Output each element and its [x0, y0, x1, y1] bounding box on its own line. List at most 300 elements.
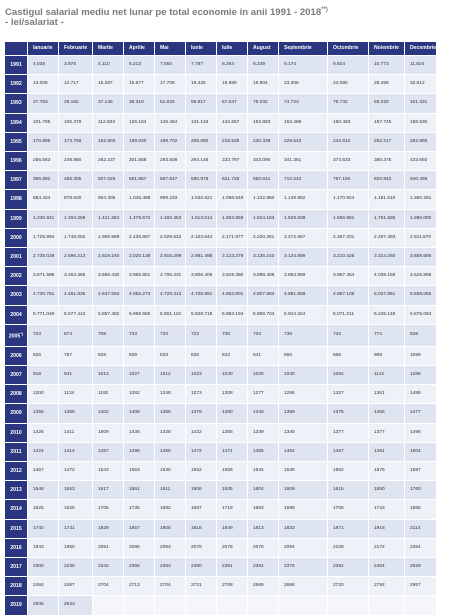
value-cell: 1682: [155, 500, 185, 518]
value-cell: 1706: [93, 500, 123, 518]
value-cell: 1472: [59, 462, 92, 480]
value-cell: 106.378: [59, 114, 92, 132]
value-cell: 1099: [405, 347, 436, 365]
value-cell: 1327: [328, 385, 368, 403]
value-cell: 1829: [93, 520, 123, 538]
value-cell: 2721: [186, 577, 216, 595]
value-cell: 2720: [328, 577, 368, 595]
year-label: 2011: [10, 448, 22, 455]
value-cell: 248.880: [59, 152, 92, 170]
value-cell: 1857: [124, 520, 154, 538]
value-cell: 591.867: [124, 171, 154, 189]
value-cell: 1683: [248, 500, 278, 518]
value-cell: 1266: [405, 366, 436, 384]
value-cell: 1543: [93, 462, 123, 480]
value-cell: 878.620: [59, 190, 92, 208]
value-cell: 1918: [369, 520, 404, 538]
year-label: 1999: [10, 215, 22, 222]
value-cell: 2364: [248, 558, 278, 576]
value-cell: [93, 596, 123, 614]
value-cell: 2.103.644: [186, 229, 216, 247]
value-cell: 884.424: [28, 190, 58, 208]
year-cell: [5, 190, 27, 208]
value-cell: 1340: [279, 424, 327, 442]
value-cell: 1023: [186, 366, 216, 384]
year-label: 2008: [10, 391, 22, 398]
value-cell: 621.728: [217, 171, 247, 189]
value-cell: 4.807.983: [248, 286, 278, 304]
value-cell: 1308: [217, 385, 247, 403]
value-cell: 835: [186, 347, 216, 365]
value-cell: 797.194: [328, 171, 368, 189]
value-cell: 2957: [405, 577, 436, 595]
value-cell: 1355: [28, 404, 58, 422]
value-cell: 720: [155, 325, 185, 346]
value-cell: 1538: [279, 462, 327, 480]
value-cell: 229.543: [279, 133, 327, 151]
value-cell: [124, 596, 154, 614]
value-cell: 1339: [248, 424, 278, 442]
year-label: 2013: [10, 487, 22, 494]
column-header: Iulie: [217, 42, 247, 55]
value-cell: 1731: [59, 520, 92, 538]
value-cell: 9.824: [328, 56, 368, 74]
value-cell: 4.955.273: [124, 286, 154, 304]
table-row: [5, 539, 436, 557]
value-cell: 1.479.672: [124, 210, 154, 228]
year-cell: [5, 306, 27, 324]
table-row: [5, 481, 436, 499]
value-cell: 101.795: [28, 114, 58, 132]
value-cell: 12.717: [59, 75, 92, 93]
value-cell: 941: [59, 366, 92, 384]
value-cell: 4.038.159: [369, 267, 404, 285]
value-cell: 198.530: [405, 114, 436, 132]
value-cell: 2108: [328, 539, 368, 557]
value-cell: 1552: [186, 462, 216, 480]
value-cell: 2.171.977: [217, 229, 247, 247]
value-cell: 6.875.094: [405, 306, 436, 324]
value-cell: 2342: [93, 558, 123, 576]
title-text: Castigul salarial mediu net lunar pe total economie in anii 1991 - 2018: [5, 7, 322, 19]
table-row: [5, 558, 436, 576]
year-cell: [5, 114, 27, 132]
value-cell: 742: [328, 325, 368, 346]
value-cell: 1625: [28, 500, 58, 518]
value-cell: 2464: [369, 558, 404, 576]
value-cell: 1.170.924: [328, 190, 368, 208]
value-cell: 1950: [59, 539, 92, 557]
value-cell: 3.659.686: [405, 248, 436, 266]
year-cell: [5, 385, 27, 403]
value-cell: 7.550: [155, 56, 185, 74]
table-row: [5, 229, 436, 247]
column-header: Martie: [93, 42, 123, 55]
value-cell: 3.666.430: [93, 267, 123, 285]
value-cell: 734: [248, 325, 278, 346]
year-label: 2016: [10, 544, 22, 551]
value-cell: [405, 596, 436, 614]
value-cell: 153.883: [248, 114, 278, 132]
value-cell: 1457: [93, 443, 123, 461]
value-cell: 15.287: [93, 75, 123, 93]
year-label: 1995: [10, 138, 22, 145]
table-row: [5, 75, 436, 93]
value-cell: 580.978: [186, 171, 216, 189]
year-cell: [5, 443, 27, 461]
value-cell: 2484: [28, 577, 58, 595]
year-cell: [5, 56, 27, 74]
table-row: [5, 596, 436, 614]
value-cell: 160.483: [328, 114, 368, 132]
year-cell: [5, 366, 27, 384]
value-cell: 230.338: [248, 133, 278, 151]
table-row: [5, 248, 436, 266]
value-cell: 1355: [217, 424, 247, 442]
year-label: 2004: [10, 311, 22, 318]
table-row: [5, 404, 436, 422]
value-cell: 1735: [124, 500, 154, 518]
value-cell: 380.375: [369, 152, 404, 170]
year-cell: [5, 596, 27, 614]
table-row: [5, 577, 436, 595]
year-cell: [5, 481, 27, 499]
value-cell: 1471: [217, 443, 247, 461]
value-cell: 2708: [217, 577, 247, 595]
table-row: [5, 210, 436, 228]
value-cell: 1248: [155, 385, 185, 403]
corner-cell: [5, 42, 27, 55]
value-cell: 1813: [248, 520, 278, 538]
value-cell: 2936: [28, 596, 58, 614]
year-label: 2017: [10, 564, 22, 571]
value-cell: 4.637.693: [93, 286, 123, 304]
value-cell: 774: [369, 325, 404, 346]
value-cell: 954.305: [93, 190, 123, 208]
value-cell: 2.357.201: [328, 229, 368, 247]
value-cell: 8.239: [248, 56, 278, 74]
value-cell: 2.981.495: [186, 248, 216, 266]
value-cell: 820.842: [369, 171, 404, 189]
value-cell: 567.647: [155, 171, 185, 189]
value-cell: 7.787: [186, 56, 216, 74]
value-cell: 841: [248, 347, 278, 365]
value-cell: 1.603.869: [217, 210, 247, 228]
value-cell: 3.795.431: [155, 267, 185, 285]
table-row: [5, 424, 436, 442]
value-cell: 1697: [405, 462, 436, 480]
year-cell: [5, 286, 27, 304]
value-cell: 126.464: [155, 114, 185, 132]
value-cell: 1530: [155, 462, 185, 480]
title-footnote-mark: **): [321, 7, 328, 13]
value-cell: 1379: [186, 404, 216, 422]
page-title: [5, 4, 460, 20]
value-cell: 3.919.380: [217, 267, 247, 285]
value-cell: 5.801.110: [155, 306, 185, 324]
value-cell: 674: [59, 325, 92, 346]
value-cell: 2086: [124, 539, 154, 557]
year-cell: [5, 500, 27, 518]
value-cell: 173.758: [59, 133, 92, 151]
value-cell: 1428: [155, 424, 185, 442]
value-cell: 4.705.891: [186, 286, 216, 304]
year-label: 1992: [10, 81, 22, 88]
value-cell: 2.915.299: [155, 248, 185, 266]
value-cell: 252.217: [369, 133, 404, 151]
value-cell: 1606: [186, 481, 216, 499]
value-cell: 1408: [124, 404, 154, 422]
value-cell: 1.513.514: [186, 210, 216, 228]
value-cell: 1553: [59, 481, 92, 499]
value-cell: 4.110: [93, 56, 123, 74]
year-label: 1997: [10, 177, 22, 184]
value-cell: 75.032: [248, 94, 278, 112]
value-cell: 1760: [405, 481, 436, 499]
year-label: 1991: [10, 62, 22, 68]
value-cell: 2.819.240: [93, 248, 123, 266]
value-cell: 1.656.981: [328, 210, 368, 228]
value-cell: 1548: [28, 481, 58, 499]
value-cell: 301.558: [124, 152, 154, 170]
column-header: Iunie: [186, 42, 216, 55]
value-cell: 3.464.365: [59, 267, 92, 285]
value-cell: 1467: [28, 462, 58, 480]
year-cell: [5, 75, 27, 93]
value-cell: 1943: [28, 539, 58, 557]
value-cell: 1552: [328, 462, 368, 480]
value-cell: 3.210.425: [328, 248, 368, 266]
value-cell: 4.730.761: [28, 286, 58, 304]
value-cell: 1457: [328, 443, 368, 461]
value-cell: 2094: [279, 539, 327, 557]
column-header: Ianuarie: [28, 42, 58, 55]
value-cell: 1.629.938: [279, 210, 327, 228]
value-cell: [155, 596, 185, 614]
value-cell: 1477: [405, 404, 436, 422]
value-cell: 1472: [186, 443, 216, 461]
value-cell: 2.911.570: [405, 229, 436, 247]
value-cell: 32.612: [405, 75, 436, 93]
value-cell: 1377: [328, 424, 368, 442]
value-cell: 3.135.210: [248, 248, 278, 266]
table-row: [5, 286, 436, 304]
column-header: Noiembrie: [369, 42, 404, 55]
value-cell: 507.026: [93, 171, 123, 189]
value-cell: 126.194: [124, 114, 154, 132]
salary-table: [4, 41, 437, 616]
value-cell: 131.134: [186, 114, 216, 132]
value-cell: 153.486: [279, 114, 327, 132]
value-cell: 205.080: [186, 133, 216, 151]
value-cell: 242.612: [328, 133, 368, 151]
column-header: Octombrie: [328, 42, 368, 55]
value-cell: 1013: [93, 366, 123, 384]
value-cell: 218.535: [217, 133, 247, 151]
table-row: [5, 306, 436, 324]
value-cell: 908: [369, 347, 404, 365]
value-cell: 5.944.324: [279, 306, 327, 324]
year-label: 2009: [10, 410, 22, 417]
value-cell: 1866: [405, 500, 436, 518]
value-cell: 1.751.585: [369, 210, 404, 228]
value-cell: 767: [59, 347, 92, 365]
value-cell: 1361: [369, 385, 404, 403]
header-row: [5, 42, 436, 55]
year-cell: [5, 404, 27, 422]
value-cell: 6.245.148: [369, 306, 404, 324]
value-cell: 3.671.588: [28, 267, 58, 285]
value-cell: 710.242: [279, 171, 327, 189]
value-cell: 1458: [155, 443, 185, 461]
value-cell: 2933: [59, 596, 92, 614]
value-cell: 2.272.967: [279, 229, 327, 247]
value-cell: 2376: [279, 558, 327, 576]
value-cell: 1282: [124, 385, 154, 403]
value-cell: 2078: [186, 539, 216, 557]
value-cell: 1121: [369, 366, 404, 384]
value-cell: 282.995: [405, 133, 436, 151]
value-cell: 1.360.261: [405, 190, 436, 208]
value-cell: 1806: [155, 520, 185, 538]
value-cell: 1358: [59, 404, 92, 422]
year-label: 2014: [10, 506, 22, 513]
value-cell: 1377: [369, 424, 404, 442]
value-cell: 29.162: [59, 94, 92, 112]
value-cell: 2391: [217, 558, 247, 576]
value-cell: 343.090: [248, 152, 278, 170]
year-label: 2019: [10, 602, 22, 609]
value-cell: 1661: [124, 481, 154, 499]
value-cell: 10.773: [369, 56, 404, 74]
value-cell: 1359: [279, 404, 327, 422]
value-cell: 833: [155, 347, 185, 365]
value-cell: 1366: [369, 404, 404, 422]
value-cell: 918: [28, 366, 58, 384]
value-cell: 27.763: [28, 94, 58, 112]
value-cell: 1575: [369, 462, 404, 480]
value-cell: 999.233: [155, 190, 185, 208]
value-cell: 736: [279, 325, 327, 346]
year-cell: [5, 248, 27, 266]
value-cell: 5.858.704: [248, 306, 278, 324]
value-cell: 1615: [328, 481, 368, 499]
value-cell: 9.174: [279, 56, 327, 74]
value-cell: 5.658.065: [405, 286, 436, 304]
value-cell: 456.305: [59, 171, 92, 189]
value-cell: 1496: [405, 424, 436, 442]
table-row: [5, 325, 436, 346]
value-cell: 2669: [248, 577, 278, 595]
year-label: 2007: [10, 371, 22, 378]
value-cell: 1.191.510: [369, 190, 404, 208]
value-cell: 37.146: [93, 94, 123, 112]
value-cell: 1084: [328, 366, 368, 384]
value-cell: 341.361: [279, 152, 327, 170]
value-cell: 828: [93, 347, 123, 365]
value-cell: 2354: [405, 539, 436, 557]
value-cell: 3.806.409: [186, 267, 216, 285]
value-cell: 1.040.621: [186, 190, 216, 208]
column-header: Aprilie: [124, 42, 154, 55]
year-cell: [5, 325, 27, 346]
value-cell: [279, 596, 327, 614]
value-cell: 74.723: [279, 94, 327, 112]
year-label: 1994: [10, 119, 22, 126]
value-cell: 4.881.658: [279, 286, 327, 304]
value-cell: 1609: [279, 481, 327, 499]
value-cell: 2078: [217, 539, 247, 557]
value-cell: 1.725.994: [28, 229, 58, 247]
value-cell: 1277: [248, 385, 278, 403]
value-cell: 730: [217, 325, 247, 346]
value-cell: 1436: [124, 424, 154, 442]
year-label: 1993: [10, 100, 22, 107]
value-cell: 1.624.183: [248, 210, 278, 228]
value-cell: 1040: [217, 366, 247, 384]
value-cell: 2629: [405, 558, 436, 576]
value-cell: 23.306: [279, 75, 327, 93]
value-cell: 167.745: [369, 114, 404, 132]
value-cell: 2.220.361: [248, 229, 278, 247]
value-cell: 1687: [186, 500, 216, 518]
value-cell: 1411: [59, 424, 92, 442]
value-cell: 866: [328, 347, 368, 365]
value-cell: 2487: [59, 577, 92, 595]
value-cell: 11.824: [405, 56, 436, 74]
value-cell: 433.692: [405, 152, 436, 170]
value-cell: 5.828.718: [186, 306, 216, 324]
value-cell: 58.917: [186, 94, 216, 112]
value-cell: 1030: [248, 366, 278, 384]
value-cell: 2.596.213: [59, 248, 92, 266]
value-cell: 848: [405, 325, 436, 346]
value-cell: 112.603: [93, 114, 123, 132]
value-cell: 2713: [124, 577, 154, 595]
value-cell: [369, 596, 404, 614]
value-cell: 67.047: [217, 94, 247, 112]
value-cell: 1719: [217, 500, 247, 518]
value-cell: 2704: [155, 577, 185, 595]
value-cell: 3.854.969: [279, 267, 327, 285]
column-header: Februarie: [59, 42, 92, 55]
value-cell: 5.883.194: [217, 306, 247, 324]
value-cell: 1.139.962: [279, 190, 327, 208]
value-cell: 3.124.899: [279, 248, 327, 266]
year-cell: [5, 520, 27, 538]
value-cell: 743: [124, 325, 154, 346]
value-cell: 51.034: [155, 94, 185, 112]
value-cell: 199.030: [124, 133, 154, 151]
table-row: [5, 133, 436, 151]
value-cell: 1402: [93, 404, 123, 422]
value-cell: 1.240.941: [28, 210, 58, 228]
value-cell: 1626: [59, 500, 92, 518]
value-cell: 3.965.851: [124, 267, 154, 285]
table-row: [5, 171, 436, 189]
value-cell: 1.411.363: [93, 210, 123, 228]
value-cell: 17.709: [155, 75, 185, 93]
value-cell: [217, 596, 247, 614]
table-row: [5, 500, 436, 518]
value-cell: 1534: [248, 462, 278, 480]
value-cell: 19.804: [248, 75, 278, 93]
value-cell: 1192: [93, 385, 123, 403]
table-row: [5, 190, 436, 208]
value-cell: 708: [93, 325, 123, 346]
value-cell: 860: [279, 347, 327, 365]
year-cell: [5, 210, 27, 228]
